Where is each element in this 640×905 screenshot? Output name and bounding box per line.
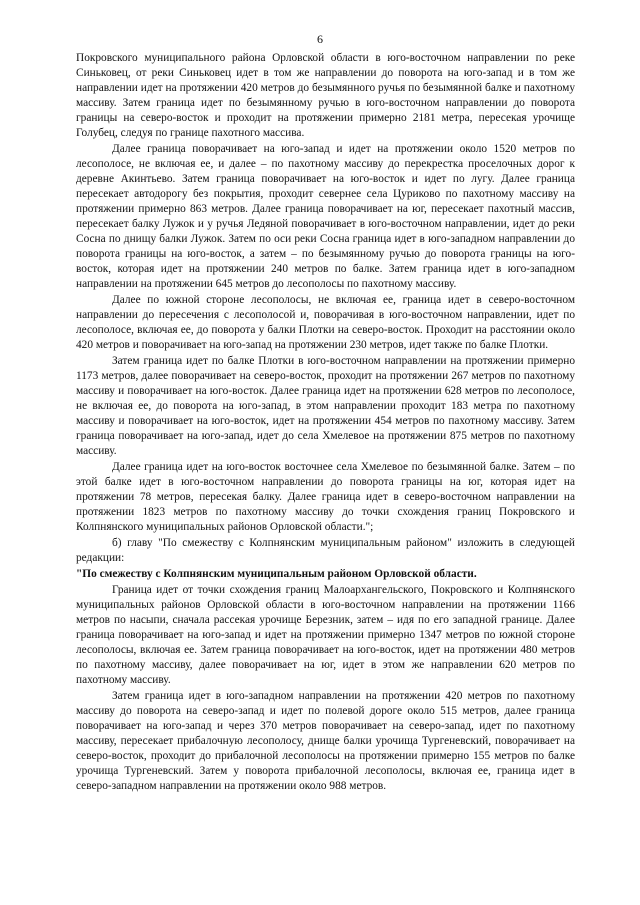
paragraph-5: Далее граница идет на юго-восток восточнее села Хмелевое по безымянной балке. Затем – по этой балке идет в юго-восточном направлении до поворота границы на юг, которая идет на протяжении 78 метров, пересекая балку. Далее граница идет в северо-восточном направлении на протяжении 1823 метров по пахотному массиву до точки схождения границ Покровского и Колпнянского муниципальных районов Орловской области."; <box>76 461 575 533</box>
section-heading: "По смежеству с Колпнянским муниципальным районом Орловской области. <box>76 568 477 580</box>
paragraph-4: Затем граница идет по балке Плотки в юго-восточном направлении на протяжении примерно 1173 метров, далее поворачивает на северо-восток, проходит на протяжении 267 метров по пахотному массиву и поворачивает на юго-восток. Далее граница идет на протяжении 628 метров по лесополосе, не включая ее, до поворота на юго-запад, в этом направлении проходит 183 метра по пахотному массиву и поворачивает на юго-восток, идет на протяжении 454 метров по пахотному массиву. Затем граница поворачивает на юго-запад, идет до села Хмелевое на протяжении 875 метров по пахотному массиву. <box>76 355 575 457</box>
paragraph-2: Далее граница поворачивает на юго-запад и идет на протяжении около 1520 метров по лесополосе, не включая ее, и далее – по пахотному массиву до перекрестка проселочных дорог к деревне Акинтьево. Затем граница поворачивает на юго-восток и идет по лугу. Далее граница пересекает автодорогу без покрытия, проходит севернее села Цуриково по пахотному массиву на протяжении примерно 863 метров. Далее граница поворачивает на юг, пересекает пахотный массив, пересекает балку Лужок и у ручья Ледяной поворачивает в юго-восточном направлении, идет до реки Сосна по днищу балки Лужок. Затем по оси реки Сосна граница идет в юго-западном направлении до поворота границы на юго-восток, а затем – по безымянному ручью до поворота границы на юго-восток, которая идет на протяжении 240 метров по балке. Затем граница идет в юго-западном направлении на протяжении 645 метров до лесополосы по пахотному массиву. <box>76 143 575 290</box>
paragraph-8: Граница идет от точки схождения границ Малоархангельского, Покровского и Колпнянского муниципальных районов Орловской области в юго-восточном направлении на протяжении 1166 метров по насыпи, сначала рассекая урочище Березник, затем – идя по его западной границе. Далее граница поворачивает на юго-запад и идет на протяжении примерно 1347 метров по южной стороне лесополосы, включая ее. Затем граница поворачивает на юго-восток, идет на протяжении 480 метров по пахотному массиву, далее поворачивает на юг, идет в этом же направлении 620 метров по пахотному массиву. <box>76 584 575 686</box>
document-body <box>76 51 575 795</box>
paragraph-6: б) главу "По смежеству с Колпнянским муниципальным районом" изложить в следующей редакции: <box>76 537 575 564</box>
page-number: 6 <box>317 32 323 46</box>
paragraph-3: Далее по южной стороне лесополосы, не включая ее, граница идет в северо-восточном направлении до пересечения с лесополосой и, поворачивая в юго-восточном направлении, идет по лесополосе, включая ее, до поворота у балки Плотки на северо-восток. Проходит на расстоянии около 420 метров и поворачивает на юго-запад на протяжении 230 метров, идет также по балке Плотки. <box>76 294 575 351</box>
paragraph-9: Затем граница идет в юго-западном направлении на протяжении 420 метров по пахотному массиву до поворота на северо-запад и идет по полевой дороге около 515 метров, далее граница поворачивает на юго-запад и через 370 метров поворачивает на северо-запад, идет по пахотному массиву, пересекает прибалочную лесополосу, днище балки урочища Тургеневский, поворачивает на северо-восток, проходит до прибалочной лесополосы на протяжении примерно 155 метров по балке урочища Тургеневский. Затем у поворота прибалочной лесополосы, включая ее, граница идет в северо-западном направлении на протяжении около 988 метров. <box>76 690 575 792</box>
paragraph-1: Покровского муниципального района Орловской области в юго-восточном направлении по реке Синьковец, от реки Синьковец идет в том же направлении до поворота на юго-запад и в том же направлении идет на протяжении 420 метров до безымянного ручья по безымянной балке и пахотному массиву. Затем граница идет по безымянному ручью в юго-восточном направлении до поворота границы на северо-восток и проходит на протяжении примерно 2181 метра, пересекая урочище Голубец, следуя по границе пахотного массива. <box>76 52 575 139</box>
